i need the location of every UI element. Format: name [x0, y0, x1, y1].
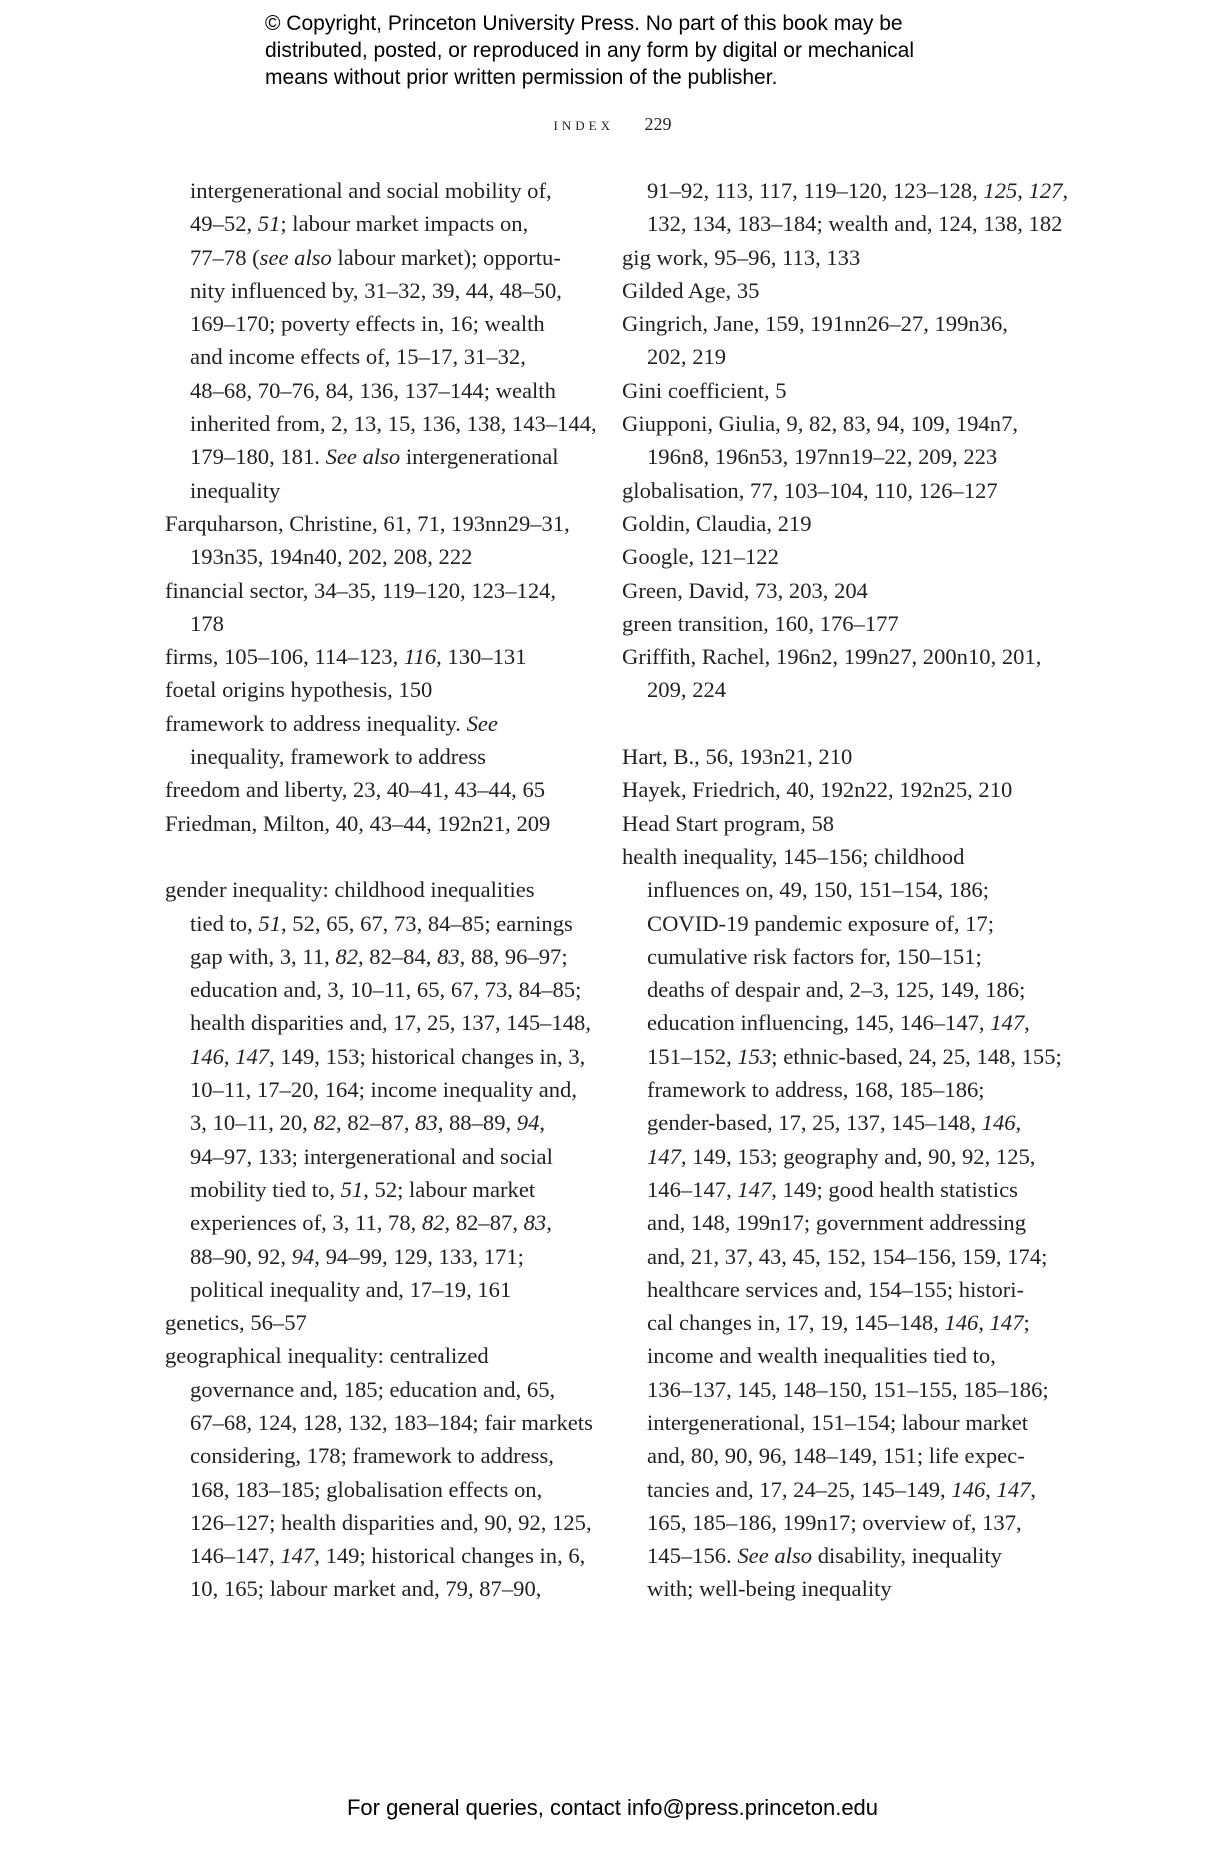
index-entry-line: globalisation, 77, 103–104, 110, 126–127 — [622, 477, 998, 503]
index-entry-line: 126–127; health disparities and, 90, 92, 125, — [190, 1509, 592, 1535]
index-entry-line: 179–180, 181. See also intergenerational — [190, 444, 559, 470]
index-entry-line: freedom and liberty, 23, 40–41, 43–44, 65 — [165, 777, 546, 803]
index-column-left — [165, 174, 597, 1606]
index-entry-line: tied to, 51, 52, 65, 67, 73, 84–85; earnings — [190, 910, 573, 936]
index-entry-line: 77–78 (see also labour market); opportu- — [190, 244, 561, 270]
index-entry-line: 165, 185–186, 199n17; overview of, 137, — [647, 1509, 1022, 1535]
index-entry-line: influences on, 49, 150, 151–154, 186; — [647, 877, 990, 903]
index-entry-line: and income effects of, 15–17, 31–32, — [190, 344, 526, 370]
index-entry-line: Google, 121–122 — [622, 544, 779, 570]
footer-contact: For general queries, contact info@press.princeton.edu — [346, 1795, 879, 1820]
index-entry-line: considering, 178; framework to address, — [190, 1443, 554, 1469]
index-entry-line: 193n35, 194n40, 202, 208, 222 — [190, 544, 473, 570]
index-entry-line: geographical inequality: centralized — [165, 1343, 489, 1369]
index-entry-line: inequality, framework to address — [190, 744, 486, 770]
index-entry-line: political inequality and, 17–19, 161 — [190, 1276, 512, 1302]
index-entry-line: Giupponi, Giulia, 9, 82, 83, 94, 109, 194n7, — [622, 411, 1019, 437]
index-entry-line: deaths of despair and, 2–3, 125, 149, 186; — [647, 977, 1026, 1003]
index-entry-line: 10–11, 17–20, 164; income inequality and, — [190, 1077, 577, 1103]
index-entry-line: Farquharson, Christine, 61, 71, 193nn29–31, — [165, 510, 570, 536]
index-entry-line: governance and, 185; education and, 65, — [190, 1376, 556, 1402]
copyright-line: means without prior written permission of the publisher. — [265, 66, 778, 89]
index-entry-line: 145–156. See also disability, inequality — [647, 1543, 1002, 1569]
entry-gap — [622, 707, 1042, 740]
index-entry-line: framework to address, 168, 185–186; — [647, 1077, 985, 1103]
index-entry-line: 94–97, 133; intergenerational and social — [190, 1143, 553, 1169]
index-entry-line: framework to address inequality. See — [165, 710, 498, 736]
index-entry-line: green transition, 160, 176–177 — [622, 610, 899, 636]
index-entry-line: 49–52, 51; labour market impacts on, — [190, 211, 529, 237]
index-entry-line: tancies and, 17, 24–25, 145–149, 146, 147, — [647, 1476, 1037, 1502]
index-entry-line: Goldin, Claudia, 219 — [622, 510, 812, 536]
index-entry-line: Head Start program, 58 — [622, 810, 835, 836]
index-entry-line: nity influenced by, 31–32, 39, 44, 48–50, — [190, 277, 562, 303]
index-entry-line: mobility tied to, 51, 52; labour market — [190, 1176, 536, 1202]
running-head — [0, 114, 1225, 135]
copyright-notice — [265, 10, 1025, 91]
index-entry-line: 10, 165; labour market and, 79, 87–90, — [190, 1576, 542, 1602]
index-entry-line: Gingrich, Jane, 159, 191nn26–27, 199n36, — [622, 311, 1008, 337]
index-entry-line: gender inequality: childhood inequalities — [165, 877, 535, 903]
index-entry-line: inequality — [190, 477, 281, 503]
index-entry-line: 147, 149, 153; geography and, 90, 92, 125, — [647, 1143, 1036, 1169]
index-entry-line: genetics, 56–57 — [165, 1310, 307, 1336]
index-entry-line: 169–170; poverty effects in, 16; wealth — [190, 311, 545, 337]
index-entry-line: 48–68, 70–76, 84, 136, 137–144; wealth — [190, 377, 556, 403]
index-entry-line: 202, 219 — [647, 344, 727, 370]
entry-gap — [165, 840, 585, 873]
index-entry-line: and, 80, 90, 96, 148–149, 151; life expec- — [647, 1443, 1025, 1469]
index-entry-line: firms, 105–106, 114–123, 116, 130–131 — [165, 644, 527, 670]
index-entry-line: 209, 224 — [647, 677, 727, 703]
index-entry-line: health disparities and, 17, 25, 137, 145–148, — [190, 1010, 591, 1036]
index-entry-line: education influencing, 145, 146–147, 147, — [647, 1010, 1030, 1036]
copyright-line: distributed, posted, or reproduced in any form by digital or mechanical — [265, 39, 915, 62]
page-number: 229 — [644, 114, 672, 134]
index-entry-line: Griffith, Rachel, 196n2, 199n27, 200n10, 201, — [622, 644, 1042, 670]
index-entry-line: 67–68, 124, 128, 132, 183–184; fair markets — [190, 1409, 593, 1435]
index-entry-line: healthcare services and, 154–155; histori- — [647, 1276, 1025, 1302]
index-entry-line: inherited from, 2, 13, 15, 136, 138, 143–144, — [190, 411, 597, 437]
index-entry-line: 132, 134, 183–184; wealth and, 124, 138, 182 — [647, 211, 1063, 237]
index-entry-line: 88–90, 92, 94, 94–99, 129, 133, 171; — [190, 1243, 524, 1269]
index-entry-line: 146–147, 147, 149; good health statistics — [647, 1176, 1018, 1202]
index-entry-line: foetal origins hypothesis, 150 — [165, 677, 433, 703]
index-entry-line: intergenerational and social mobility of, — [190, 178, 552, 203]
index-entry-line: gap with, 3, 11, 82, 82–84, 83, 88, 96–97; — [190, 943, 568, 969]
index-entry-line: Gilded Age, 35 — [622, 277, 760, 303]
index-entry-line: and, 148, 199n17; government addressing — [647, 1210, 1027, 1236]
index-entry-line: experiences of, 3, 11, 78, 82, 82–87, 83, — [190, 1210, 552, 1236]
index-entry-line: intergenerational, 151–154; labour market — [647, 1409, 1029, 1435]
index-entry-line: health inequality, 145–156; childhood — [622, 843, 965, 869]
index-entry-line: 3, 10–11, 20, 82, 82–87, 83, 88–89, 94, — [190, 1110, 546, 1136]
index-entry-line: 146–147, 147, 149; historical changes in, 6, — [190, 1543, 586, 1569]
index-entry-line: 178 — [190, 610, 224, 636]
index-entry-line: financial sector, 34–35, 119–120, 123–124, — [165, 577, 557, 603]
index-entry-line: 146, 147, 149, 153; historical changes in, 3, — [190, 1043, 586, 1069]
running-head-label: index — [553, 114, 614, 134]
index-entry-line: with; well-being inequality — [647, 1576, 892, 1602]
index-entry-line: and, 21, 37, 43, 45, 152, 154–156, 159, 174; — [647, 1243, 1048, 1269]
index-entry-line: gender-based, 17, 25, 137, 145–148, 146, — [647, 1110, 1022, 1136]
index-entry-line: education and, 3, 10–11, 65, 67, 73, 84–85; — [190, 977, 582, 1003]
index-entry-line: gig work, 95–96, 113, 133 — [622, 244, 861, 270]
index-entry-line: Friedman, Milton, 40, 43–44, 192n21, 209 — [165, 810, 551, 836]
index-entry-line: Gini coefficient, 5 — [622, 377, 787, 403]
index-entry-line: cal changes in, 17, 19, 145–148, 146, 147; — [647, 1310, 1030, 1336]
index-entry-line: COVID-19 pandemic exposure of, 17; — [647, 910, 994, 936]
index-entry-line: Hart, B., 56, 193n21, 210 — [622, 744, 853, 770]
index-entry-line: cumulative risk factors for, 150–151; — [647, 943, 982, 969]
index-entry-line: 196n8, 196n53, 197nn19–22, 209, 223 — [647, 444, 998, 470]
index-entry-line: Green, David, 73, 203, 204 — [622, 577, 868, 603]
index-entry-line: 151–152, 153; ethnic-based, 24, 25, 148, 155; — [647, 1043, 1062, 1069]
index-entry-line: 91–92, 113, 117, 119–120, 123–128, 125, 127, — [647, 178, 1069, 203]
copyright-line: © Copyright, Princeton University Press. No part of this book may be — [265, 12, 903, 35]
index-entry-line: 136–137, 145, 148–150, 151–155, 185–186; — [647, 1376, 1049, 1402]
index-entry-line: 168, 183–185; globalisation effects on, — [190, 1476, 543, 1502]
index-entry-line: income and wealth inequalities tied to, — [647, 1343, 996, 1369]
index-column-right — [622, 174, 1069, 1606]
index-entry-line: Hayek, Friedrich, 40, 192n22, 192n25, 210 — [622, 777, 1013, 803]
